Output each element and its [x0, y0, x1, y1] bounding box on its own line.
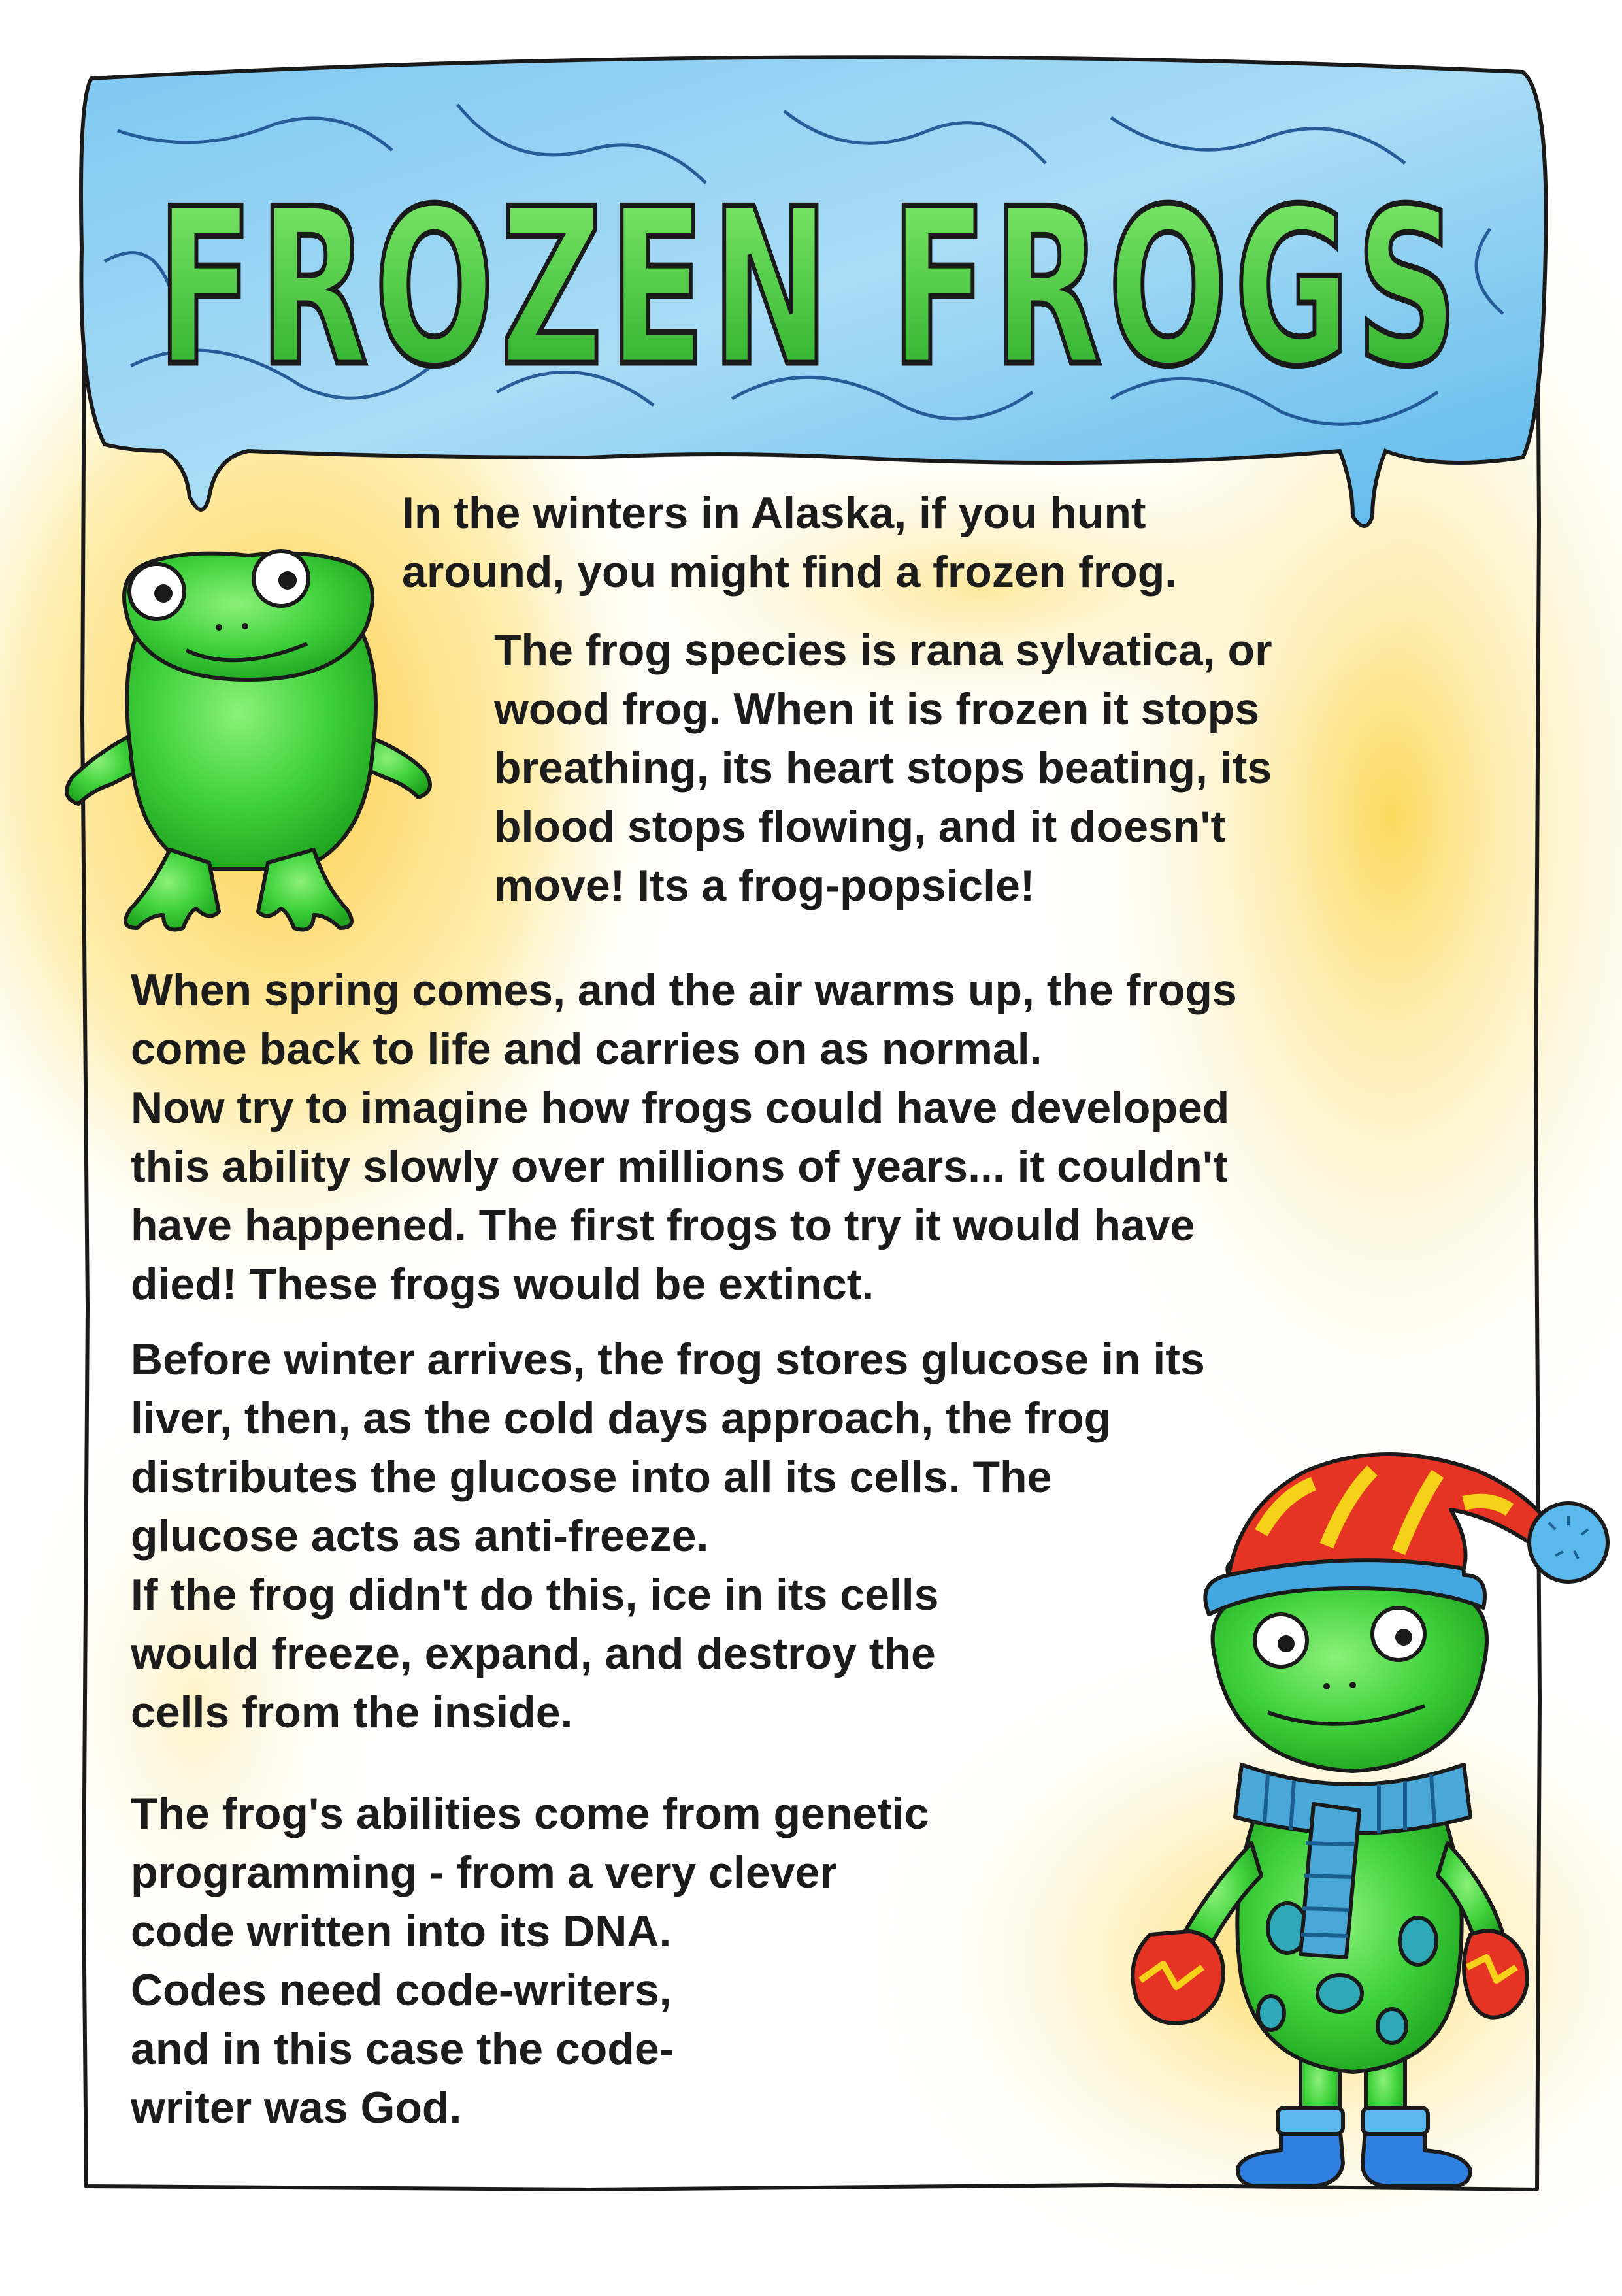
- paragraph-genetic: The frog's abilities come from genetic programming - from a very clever code written into its DNA. Codes need code-writers, and in this case the code- writer was God.: [131, 1789, 929, 2133]
- title-lettering: [157, 163, 1464, 414]
- paragraph-spring: When spring comes, and the air warms up, the frogs come back to life and carries on as normal. Now try to imagine how frogs could have developed this ability slowly over millions of years... it couldn't have happened. The first frogs to try it would have died! These frogs would be extinct.: [131, 965, 1237, 1309]
- paragraph-intro: In the winters in Alaska, if you hunt around, you might find a frozen frog.: [402, 488, 1178, 597]
- paragraph-winter: Before winter arrives, the frog stores glucose in its liver, then, as the cold days approach, the frog distributes the glucose into all its cells. The glucose acts as anti-freeze. If the frog didn't do this, ice in its cells would freeze, expand, and destroy the cells from the inside.: [131, 1335, 1205, 1737]
- title-text: FROZEN FROGS: [157, 163, 1464, 414]
- paragraph-species: The frog species is rana sylvatica, or wood frog. When it is frozen it stops breathing, its heart stops beating, its blood stops flowing, and it doesn't move! Its a frog-popsicle!: [494, 625, 1272, 910]
